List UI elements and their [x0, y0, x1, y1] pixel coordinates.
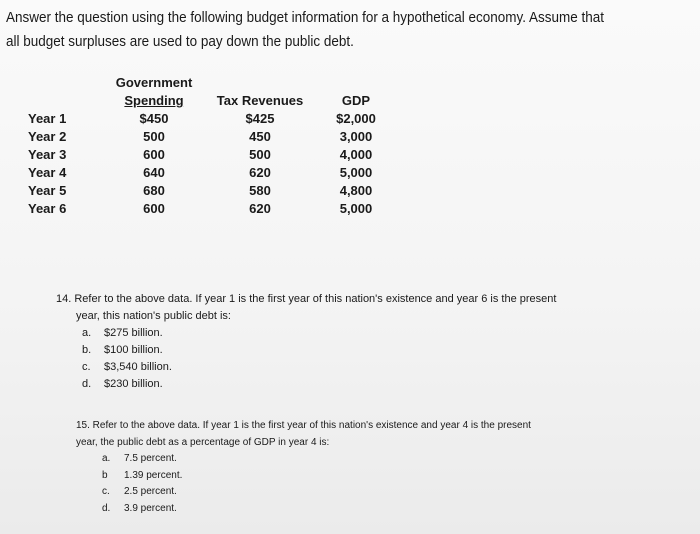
question-14 — [56, 291, 686, 393]
option-letter: d. — [102, 502, 111, 514]
row-gdp: 3,000 — [339, 129, 373, 144]
question-14-stem-cont: year, this nation's public debt is: — [76, 310, 231, 322]
row-spending: 680 — [143, 183, 165, 198]
answer-option[interactable] — [82, 325, 686, 342]
option-letter: c. — [82, 361, 91, 373]
row-spending: 600 — [143, 201, 165, 216]
answer-option[interactable] — [102, 451, 686, 468]
row-tax: 500 — [249, 147, 271, 162]
row-spending: 500 — [143, 129, 165, 144]
row-gdp: $2,000 — [336, 111, 376, 126]
row-spending: $450 — [139, 111, 169, 126]
row-tax: 580 — [249, 183, 271, 198]
budget-table — [24, 74, 392, 218]
row-year: Year 1 — [28, 111, 67, 126]
instructions — [6, 6, 648, 54]
option-text: $275 billion. — [104, 327, 163, 339]
row-tax: 620 — [249, 201, 271, 216]
answer-option[interactable] — [102, 468, 686, 485]
instructions-line-2: all budget surpluses are used to pay down the public debt. — [6, 34, 354, 50]
table-row — [24, 200, 392, 218]
row-spending: 640 — [143, 165, 165, 180]
instructions-line-1: Answer the question using the following budget information for a hypothetical economy. Assume that — [6, 10, 604, 26]
row-year: Year 6 — [28, 201, 67, 216]
answer-option[interactable] — [102, 484, 686, 501]
header-gdp: GDP — [341, 93, 371, 108]
answer-option[interactable] — [82, 342, 686, 359]
option-letter: b — [102, 469, 108, 481]
question-15-options — [76, 451, 686, 517]
row-gdp: 5,000 — [339, 165, 373, 180]
header-spending: Spending — [124, 93, 184, 108]
row-gdp: 4,000 — [339, 147, 373, 162]
answer-option[interactable] — [102, 501, 686, 518]
option-text: $230 billion. — [104, 378, 163, 390]
option-text: 1.39 percent. — [124, 469, 183, 481]
row-year: Year 4 — [28, 165, 67, 180]
table-row — [24, 146, 392, 164]
answer-option[interactable] — [82, 359, 686, 376]
table-row — [24, 110, 392, 128]
header-government: Government — [115, 75, 193, 90]
row-year: Year 2 — [28, 129, 67, 144]
row-tax: 450 — [249, 129, 271, 144]
row-spending: 600 — [143, 147, 165, 162]
option-text: 2.5 percent. — [124, 486, 177, 497]
option-letter: d. — [82, 378, 92, 390]
option-text: $3,540 billion. — [104, 361, 172, 373]
question-14-stem: 14. Refer to the above data. If year 1 is the first year of this nation's existence and year 6 is the present — [56, 293, 557, 305]
option-letter: a. — [102, 453, 111, 464]
option-text: $100 billion. — [104, 344, 163, 356]
row-year: Year 5 — [28, 183, 67, 198]
option-text: 3.9 percent. — [124, 502, 177, 514]
question-15-stem-cont: year, the public debt as a percentage of GDP in year 4 is: — [76, 436, 330, 448]
option-letter: c. — [102, 486, 110, 497]
question-15-stem: 15. Refer to the above data. If year 1 is the first year of this nation's existence and year 4 is the present — [76, 420, 531, 431]
header-tax-revenues: Tax Revenues — [216, 93, 304, 108]
row-tax: $425 — [245, 111, 275, 126]
question-14-options — [56, 325, 686, 393]
answer-option[interactable] — [82, 376, 686, 393]
table-row — [24, 164, 392, 182]
row-gdp: 4,800 — [339, 183, 373, 198]
table-row — [24, 128, 392, 146]
question-15 — [76, 418, 686, 517]
option-letter: b. — [82, 344, 92, 356]
row-gdp: 5,000 — [339, 201, 373, 216]
option-text: 7.5 percent. — [124, 453, 177, 464]
row-year: Year 3 — [28, 147, 67, 162]
row-tax: 620 — [249, 165, 271, 180]
table-row — [24, 182, 392, 200]
option-letter: a. — [82, 327, 92, 339]
